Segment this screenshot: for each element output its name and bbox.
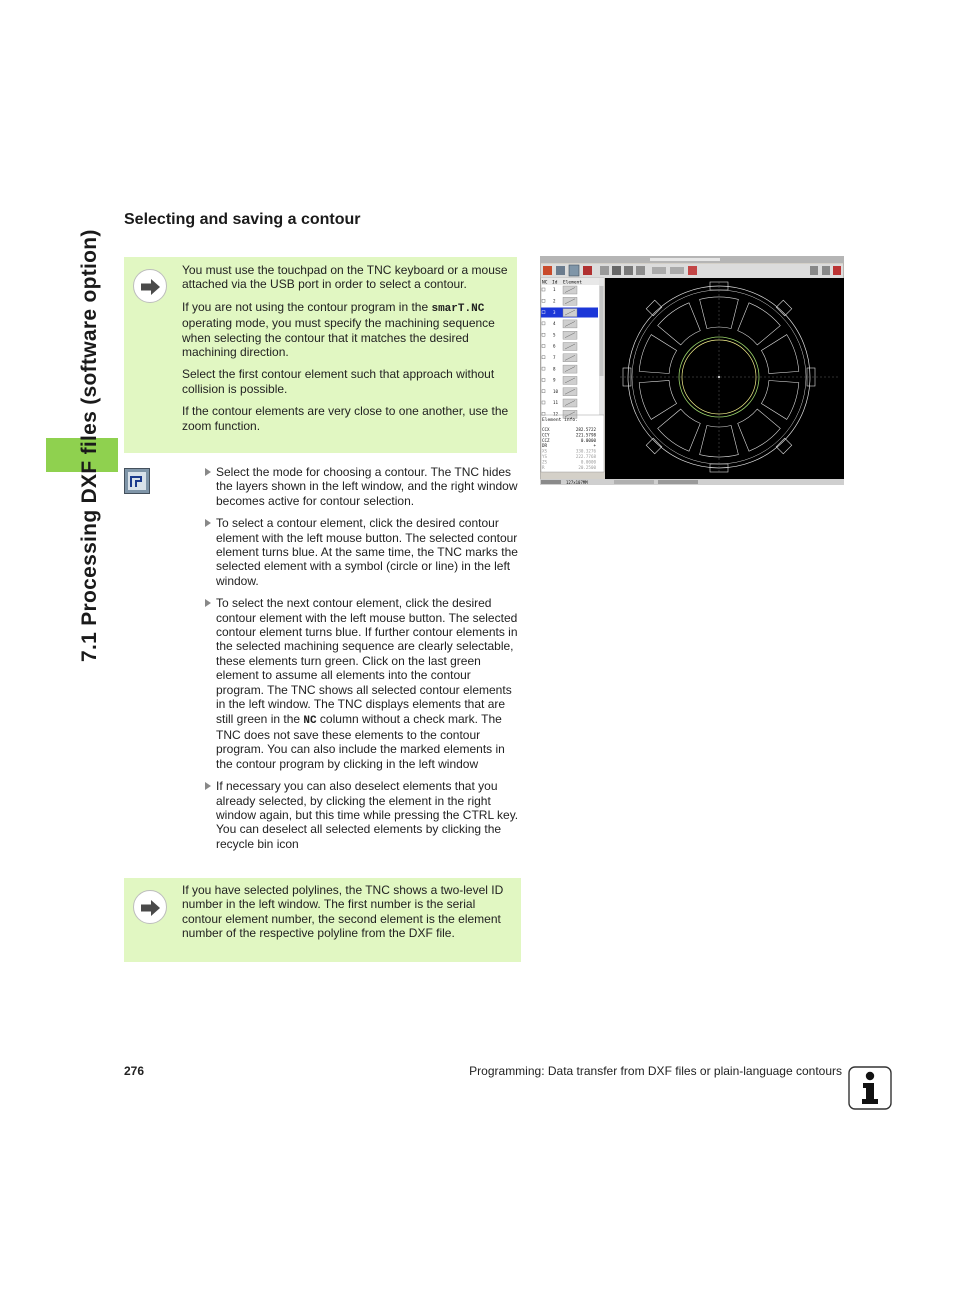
- list-item-id: 5: [553, 332, 556, 338]
- bullet-arrow-icon: [205, 519, 211, 527]
- list-item-id: 12: [553, 411, 559, 417]
- info-label: ZS: [542, 459, 548, 465]
- note-1-p2-before: If you are not using the contour program in the: [182, 299, 432, 314]
- list-item-id: 2: [553, 298, 556, 304]
- status-bar-text: 127x107MM: [566, 479, 588, 485]
- redraw-icon[interactable]: [636, 266, 645, 275]
- step-4-text: If necessary you can also deselect elements that you already selected, by clicking the element in the right window again, but this time while pressing the CTRL key. You can deselect all selected elements by clicking the recycle bin icon: [216, 779, 519, 851]
- step-3-code: NC: [303, 714, 317, 727]
- save-icon[interactable]: [822, 266, 830, 275]
- toolbar: [541, 264, 843, 278]
- list-item-id: 11: [553, 400, 559, 406]
- element-info-title: Element info.: [542, 418, 578, 423]
- note-1-paragraph-4: If the contour elements are very close to one another, use the zoom function.: [182, 404, 509, 433]
- list-item-id: 4: [553, 321, 556, 327]
- info-value: 282.5722: [575, 427, 596, 432]
- arrow-right-icon: [133, 890, 167, 924]
- page-number: 276: [124, 1064, 145, 1078]
- list-item-id: 7: [553, 355, 556, 360]
- list-item-id: 10: [553, 388, 559, 394]
- step-1-text: Select the mode for choosing a contour. The TNC hides the layers shown in the left window, and the right window becomes active for contour selection.: [216, 465, 518, 508]
- hole-select-icon[interactable]: [583, 266, 592, 275]
- layer-icon[interactable]: [543, 266, 552, 275]
- zoom-icon[interactable]: [600, 266, 609, 275]
- info-value: 330.3276: [575, 448, 596, 454]
- info-toggle[interactable]: [652, 267, 666, 274]
- info-label: DR: [542, 443, 548, 449]
- element-list-panel: [541, 278, 604, 472]
- contour-select-icon[interactable]: [569, 265, 579, 276]
- bullet-arrow-icon: [205, 468, 211, 476]
- contour-select-icon: [124, 468, 150, 494]
- note-box-1: [124, 257, 517, 453]
- pan-icon[interactable]: [624, 266, 633, 275]
- bullet-arrow-icon: [205, 599, 211, 607]
- note-1-p2-code: smarT.NC: [431, 302, 485, 315]
- drawing-canvas[interactable]: [605, 278, 844, 479]
- step-item: [205, 779, 520, 851]
- section-title-text: 7.1 Processing DXF files (software option): [78, 229, 101, 662]
- step-item: [205, 465, 520, 508]
- step-2-text: To select a contour element, click the desired contour element with the left mouse button. The selected contour element turns blue. At the same time, the TNC marks the selected element with a symbol (circle or line) in the left window.: [216, 516, 518, 588]
- footer-chapter-text: Programming: Data transfer from DXF files or plain-language contours: [469, 1064, 842, 1078]
- step-3-text-before: To select the next contour element, click the desired contour element with the left mouse button. The selected contour element turns blue. If further contour elements in the selected machining sequence are clearly selectable, these elements turn green. Click on the last green element to assume all elements into the contour program. The TNC shows all selected contour elements in the left window. The TNC displays elements that are still green in the: [216, 596, 518, 726]
- list-header-nc: NC: [542, 280, 548, 286]
- list-header-element: Element: [563, 280, 582, 286]
- recycle-bin-icon[interactable]: [688, 266, 697, 275]
- note-box-2: [124, 878, 521, 962]
- note-1-paragraph-1: You must use the touchpad on the TNC keyboard or a mouse attached via the USB port in order to select a contour.: [182, 263, 508, 292]
- info-value: 20.2500: [578, 464, 596, 470]
- step-item: [205, 596, 520, 771]
- info-label: CCX: [542, 427, 550, 432]
- origin-icon[interactable]: [556, 266, 565, 275]
- info-label: CCZ: [542, 437, 550, 443]
- list-item-id: 6: [553, 343, 556, 349]
- note-1-paragraph-2: [182, 300, 510, 360]
- info-value: 0.0000: [580, 437, 596, 443]
- instruction-steps: [205, 465, 520, 859]
- dxf-converter-screenshot: [540, 256, 844, 485]
- info-value: 221.5798: [575, 432, 596, 438]
- info-value: 0.0000: [580, 459, 596, 465]
- note-1-text: [182, 263, 510, 441]
- list-item-id: 9: [553, 377, 556, 383]
- note-1-p2-after: operating mode, you must specify the machining sequence when selecting the contour that it matches the desired machining direction.: [182, 316, 495, 360]
- fit-icon[interactable]: [612, 266, 621, 275]
- settings-icon[interactable]: [810, 266, 818, 275]
- info-label: XS: [542, 448, 548, 454]
- info-value: +: [593, 443, 596, 449]
- note-2-text: If you have selected polylines, the TNC shows a two-level ID number in the left window. The first number is the serial contour element number, the second element is the element number of the respective polyline from the DXF file.: [182, 883, 504, 941]
- step-3-text-after: column without a check mark. The TNC does not save these elements to the contour program. You can also include the marked elements in the contour program by clicking in the left window: [216, 711, 505, 771]
- note-1-paragraph-3: Select the first contour element such that approach without collision is possible.: [182, 367, 495, 396]
- info-value: 222.7768: [575, 454, 596, 459]
- info-label: YS: [542, 454, 548, 459]
- step-item: [205, 516, 520, 588]
- scrollbar-thumb[interactable]: [600, 286, 604, 376]
- list-item-id: 1: [553, 287, 556, 293]
- arrow-right-icon: [133, 269, 167, 303]
- page-heading: Selecting and saving a contour: [124, 211, 361, 228]
- info-label: CCY: [542, 432, 550, 438]
- info-toggle[interactable]: [670, 267, 684, 274]
- info-icon: [848, 1066, 892, 1110]
- list-item-id: 3: [553, 309, 556, 315]
- list-item-id: 8: [553, 366, 556, 372]
- info-label: R: [542, 464, 545, 470]
- list-header-id: Id: [552, 280, 558, 286]
- close-icon[interactable]: [833, 266, 841, 275]
- bullet-arrow-icon: [205, 782, 211, 790]
